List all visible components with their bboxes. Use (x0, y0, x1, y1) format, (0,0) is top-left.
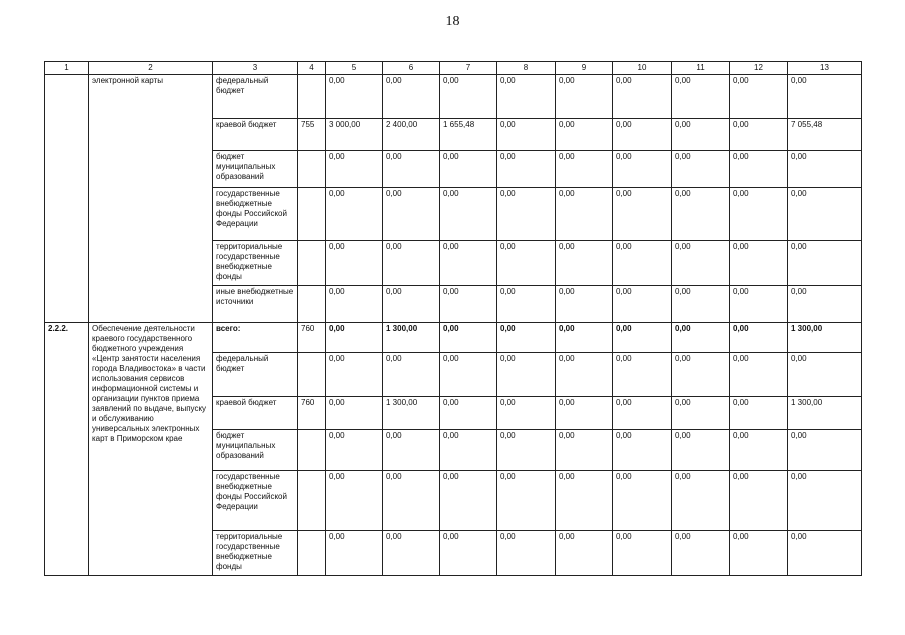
value-cell: 0,00 (440, 531, 497, 576)
value-cell: 0,00 (672, 531, 730, 576)
value-cell: 0,00 (440, 286, 497, 323)
value-cell: 0,00 (497, 353, 556, 397)
value-cell: 0,00 (613, 531, 672, 576)
value-cell: 0,00 (672, 151, 730, 188)
value-cell: 0,00 (383, 531, 440, 576)
value-cell: 0,00 (613, 471, 672, 531)
value-cell: 0,00 (383, 188, 440, 241)
value-cell: 0,00 (672, 353, 730, 397)
code-cell: 760 (298, 397, 326, 430)
value-cell: 0,00 (440, 471, 497, 531)
value-cell: 0,00 (730, 188, 788, 241)
value-cell: 0,00 (497, 241, 556, 286)
value-cell: 0,00 (326, 241, 383, 286)
value-cell: 0,00 (326, 323, 383, 353)
budget-table (44, 61, 862, 576)
value-cell: 0,00 (613, 323, 672, 353)
value-cell: 3 000,00 (326, 119, 383, 151)
value-cell: 0,00 (672, 430, 730, 471)
value-cell: 0,00 (730, 430, 788, 471)
value-cell: 0,00 (383, 471, 440, 531)
value-cell: 0,00 (383, 241, 440, 286)
funding-source-cell: иные внебюджетные источники (213, 286, 298, 323)
value-cell: 0,00 (326, 151, 383, 188)
value-cell: 0,00 (556, 531, 613, 576)
column-header: 11 (672, 62, 730, 75)
value-cell: 0,00 (440, 151, 497, 188)
value-cell: 0,00 (730, 471, 788, 531)
column-header: 13 (788, 62, 862, 75)
value-cell: 0,00 (440, 430, 497, 471)
funding-source-cell: федеральный бюджет (213, 353, 298, 397)
value-cell: 0,00 (383, 151, 440, 188)
value-cell: 0,00 (672, 323, 730, 353)
value-cell: 0,00 (672, 188, 730, 241)
code-cell (298, 430, 326, 471)
value-cell: 0,00 (497, 323, 556, 353)
value-cell: 1 300,00 (383, 323, 440, 353)
code-cell: 760 (298, 323, 326, 353)
value-cell: 0,00 (440, 397, 497, 430)
value-cell: 0,00 (730, 323, 788, 353)
value-cell: 0,00 (556, 471, 613, 531)
total-cell: 1 300,00 (788, 397, 862, 430)
value-cell: 0,00 (672, 75, 730, 119)
value-cell: 0,00 (440, 241, 497, 286)
funding-source-cell: территориальные государственные внебюджетные фонды (213, 531, 298, 576)
value-cell: 0,00 (613, 353, 672, 397)
code-cell (298, 353, 326, 397)
value-cell: 0,00 (556, 286, 613, 323)
value-cell: 2 400,00 (383, 119, 440, 151)
total-cell: 0,00 (788, 75, 862, 119)
value-cell: 0,00 (613, 286, 672, 323)
value-cell: 0,00 (730, 75, 788, 119)
total-cell: 0,00 (788, 151, 862, 188)
funding-source-cell: государственные внебюджетные фонды Российской Федерации (213, 188, 298, 241)
value-cell: 1 655,48 (440, 119, 497, 151)
code-cell (298, 471, 326, 531)
value-cell: 0,00 (730, 241, 788, 286)
value-cell: 0,00 (440, 353, 497, 397)
value-cell: 0,00 (326, 430, 383, 471)
value-cell: 0,00 (326, 397, 383, 430)
value-cell: 0,00 (556, 397, 613, 430)
item-name-cell: Обеспечение деятельности краевого государственного бюджетного учреждения «Центр занятости населения города Владивостока» в части использования сервисов информационной системы и организации пунктов приема заявлений по выдаче, выпуску и обслуживанию универсальных электронных карт в Приморском крае (89, 323, 213, 576)
value-cell: 0,00 (497, 119, 556, 151)
item-number-cell: 2.2.2. (45, 323, 89, 576)
value-cell: 0,00 (613, 397, 672, 430)
column-header: 4 (298, 62, 326, 75)
value-cell: 0,00 (326, 286, 383, 323)
value-cell: 0,00 (383, 286, 440, 323)
value-cell: 0,00 (326, 531, 383, 576)
page-number: 18 (445, 14, 460, 29)
value-cell: 0,00 (613, 151, 672, 188)
value-cell: 0,00 (440, 323, 497, 353)
column-header: 8 (497, 62, 556, 75)
column-header: 7 (440, 62, 497, 75)
value-cell: 0,00 (383, 430, 440, 471)
column-header: 12 (730, 62, 788, 75)
value-cell: 0,00 (730, 286, 788, 323)
value-cell: 0,00 (326, 471, 383, 531)
value-cell: 0,00 (497, 430, 556, 471)
code-cell (298, 241, 326, 286)
value-cell: 0,00 (440, 75, 497, 119)
table-row (45, 75, 862, 119)
funding-source-cell: государственные внебюджетные фонды Российской Федерации (213, 471, 298, 531)
total-cell: 0,00 (788, 241, 862, 286)
value-cell: 0,00 (613, 241, 672, 286)
code-cell (298, 188, 326, 241)
value-cell: 0,00 (556, 119, 613, 151)
value-cell: 0,00 (326, 353, 383, 397)
code-cell (298, 531, 326, 576)
total-cell: 0,00 (788, 286, 862, 323)
item-number-cell (45, 75, 89, 323)
value-cell: 1 300,00 (383, 397, 440, 430)
total-cell: 0,00 (788, 188, 862, 241)
funding-source-cell: краевой бюджет (213, 397, 298, 430)
total-cell: 1 300,00 (788, 323, 862, 353)
value-cell: 0,00 (730, 119, 788, 151)
column-header: 9 (556, 62, 613, 75)
item-name-cell: электронной карты (89, 75, 213, 323)
value-cell: 0,00 (556, 151, 613, 188)
value-cell: 0,00 (383, 75, 440, 119)
value-cell: 0,00 (730, 151, 788, 188)
column-header: 3 (213, 62, 298, 75)
value-cell: 0,00 (556, 241, 613, 286)
value-cell: 0,00 (672, 471, 730, 531)
total-cell: 7 055,48 (788, 119, 862, 151)
funding-source-cell: бюджет муниципальных образований (213, 151, 298, 188)
column-header: 1 (45, 62, 89, 75)
value-cell: 0,00 (497, 75, 556, 119)
value-cell: 0,00 (497, 531, 556, 576)
code-cell (298, 151, 326, 188)
code-cell (298, 75, 326, 119)
column-header: 5 (326, 62, 383, 75)
value-cell: 0,00 (672, 241, 730, 286)
code-cell (298, 286, 326, 323)
value-cell: 0,00 (383, 353, 440, 397)
total-cell: 0,00 (788, 353, 862, 397)
value-cell: 0,00 (613, 75, 672, 119)
value-cell: 0,00 (730, 531, 788, 576)
column-header: 6 (383, 62, 440, 75)
total-cell: 0,00 (788, 430, 862, 471)
total-cell: 0,00 (788, 531, 862, 576)
value-cell: 0,00 (497, 188, 556, 241)
value-cell: 0,00 (326, 188, 383, 241)
value-cell: 0,00 (497, 286, 556, 323)
value-cell: 0,00 (613, 119, 672, 151)
code-cell: 755 (298, 119, 326, 151)
value-cell: 0,00 (730, 353, 788, 397)
value-cell: 0,00 (613, 188, 672, 241)
value-cell: 0,00 (497, 471, 556, 531)
value-cell: 0,00 (497, 397, 556, 430)
funding-source-cell: федеральный бюджет (213, 75, 298, 119)
funding-source-cell: бюджет муниципальных образований (213, 430, 298, 471)
funding-source-cell: территориальные государственные внебюджетные фонды (213, 241, 298, 286)
value-cell: 0,00 (556, 323, 613, 353)
value-cell: 0,00 (730, 397, 788, 430)
value-cell: 0,00 (440, 188, 497, 241)
value-cell: 0,00 (326, 75, 383, 119)
table-row (45, 323, 862, 353)
table-header-row (45, 62, 862, 75)
value-cell: 0,00 (556, 430, 613, 471)
funding-source-cell: краевой бюджет (213, 119, 298, 151)
funding-source-cell: всего: (213, 323, 298, 353)
value-cell: 0,00 (672, 286, 730, 323)
value-cell: 0,00 (556, 188, 613, 241)
value-cell: 0,00 (497, 151, 556, 188)
value-cell: 0,00 (613, 430, 672, 471)
column-header: 2 (89, 62, 213, 75)
column-header: 10 (613, 62, 672, 75)
value-cell: 0,00 (672, 397, 730, 430)
value-cell: 0,00 (556, 75, 613, 119)
value-cell: 0,00 (672, 119, 730, 151)
value-cell: 0,00 (556, 353, 613, 397)
total-cell: 0,00 (788, 471, 862, 531)
